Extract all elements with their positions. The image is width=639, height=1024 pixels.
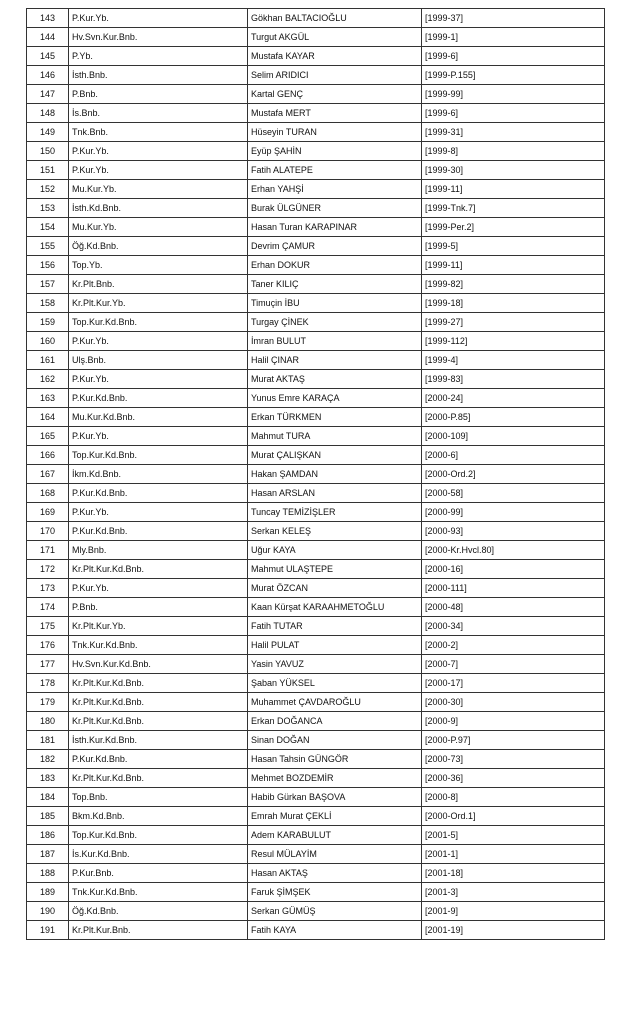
code-cell: [2001-1] [422, 845, 605, 864]
rank-cell: Top.Bnb. [69, 788, 248, 807]
code-cell: [2000-Kr.Hvcl.80] [422, 541, 605, 560]
name-cell: Erhan DOKUR [248, 256, 422, 275]
rank-cell: Top.Kur.Kd.Bnb. [69, 826, 248, 845]
table-row [27, 142, 605, 161]
table-row [27, 104, 605, 123]
table-row [27, 446, 605, 465]
personnel-table [26, 8, 605, 940]
rank-cell: Top.Kur.Kd.Bnb. [69, 313, 248, 332]
rank-cell: Mu.Kur.Yb. [69, 218, 248, 237]
row-number-cell: 145 [27, 47, 69, 66]
code-cell: [2000-P.85] [422, 408, 605, 427]
row-number-cell: 182 [27, 750, 69, 769]
code-cell: [1999-11] [422, 180, 605, 199]
code-cell: [2001-19] [422, 921, 605, 940]
rank-cell: Kr.Plt.Kur.Kd.Bnb. [69, 693, 248, 712]
rank-cell: P.Kur.Bnb. [69, 864, 248, 883]
rank-cell: P.Kur.Kd.Bnb. [69, 389, 248, 408]
name-cell: Hasan Tahsin GÜNGÖR [248, 750, 422, 769]
name-cell: Habib Gürkan BAŞOVA [248, 788, 422, 807]
code-cell: [2000-7] [422, 655, 605, 674]
code-cell: [1999-27] [422, 313, 605, 332]
row-number-cell: 185 [27, 807, 69, 826]
code-cell: [2001-5] [422, 826, 605, 845]
code-cell: [1999-31] [422, 123, 605, 142]
table-row [27, 845, 605, 864]
row-number-cell: 166 [27, 446, 69, 465]
name-cell: Hasan ARSLAN [248, 484, 422, 503]
table-row [27, 218, 605, 237]
code-cell: [2000-93] [422, 522, 605, 541]
rank-cell: Kr.Plt.Kur.Kd.Bnb. [69, 769, 248, 788]
row-number-cell: 187 [27, 845, 69, 864]
rank-cell: Öğ.Kd.Bnb. [69, 237, 248, 256]
name-cell: Devrim ÇAMUR [248, 237, 422, 256]
row-number-cell: 143 [27, 9, 69, 28]
rank-cell: Öğ.Kd.Bnb. [69, 902, 248, 921]
row-number-cell: 174 [27, 598, 69, 617]
name-cell: Hakan ŞAMDAN [248, 465, 422, 484]
code-cell: [1999-6] [422, 104, 605, 123]
name-cell: Gökhan BALTACIOĞLU [248, 9, 422, 28]
name-cell: Turgut AKGÜL [248, 28, 422, 47]
row-number-cell: 167 [27, 465, 69, 484]
row-number-cell: 186 [27, 826, 69, 845]
table-row [27, 313, 605, 332]
rank-cell: Hv.Svn.Kur.Kd.Bnb. [69, 655, 248, 674]
name-cell: Yunus Emre KARAÇA [248, 389, 422, 408]
code-cell: [1999-8] [422, 142, 605, 161]
code-cell: [1999-11] [422, 256, 605, 275]
name-cell: Faruk ŞİMŞEK [248, 883, 422, 902]
table-row [27, 769, 605, 788]
row-number-cell: 144 [27, 28, 69, 47]
code-cell: [2000-9] [422, 712, 605, 731]
rank-cell: P.Kur.Yb. [69, 332, 248, 351]
rank-cell: İsth.Kd.Bnb. [69, 199, 248, 218]
name-cell: Murat AKTAŞ [248, 370, 422, 389]
row-number-cell: 190 [27, 902, 69, 921]
code-cell: [2000-24] [422, 389, 605, 408]
row-number-cell: 191 [27, 921, 69, 940]
row-number-cell: 150 [27, 142, 69, 161]
rank-cell: Mu.Kur.Yb. [69, 180, 248, 199]
row-number-cell: 172 [27, 560, 69, 579]
table-row [27, 636, 605, 655]
table-row [27, 9, 605, 28]
table-row [27, 655, 605, 674]
rank-cell: Kr.Plt.Bnb. [69, 275, 248, 294]
row-number-cell: 171 [27, 541, 69, 560]
rank-cell: Hv.Svn.Kur.Bnb. [69, 28, 248, 47]
row-number-cell: 151 [27, 161, 69, 180]
rank-cell: İs.Kur.Kd.Bnb. [69, 845, 248, 864]
name-cell: Muhammet ÇAVDAROĞLU [248, 693, 422, 712]
table-row [27, 731, 605, 750]
row-number-cell: 175 [27, 617, 69, 636]
code-cell: [2001-9] [422, 902, 605, 921]
rank-cell: P.Kur.Yb. [69, 427, 248, 446]
rank-cell: Kr.Plt.Kur.Yb. [69, 294, 248, 313]
rank-cell: Bkm.Kd.Bnb. [69, 807, 248, 826]
table-row [27, 693, 605, 712]
row-number-cell: 159 [27, 313, 69, 332]
name-cell: Fatih KAYA [248, 921, 422, 940]
rank-cell: Tnk.Bnb. [69, 123, 248, 142]
rank-cell: P.Yb. [69, 47, 248, 66]
rank-cell: P.Bnb. [69, 85, 248, 104]
name-cell: Murat ÇALIŞKAN [248, 446, 422, 465]
table-row [27, 674, 605, 693]
rank-cell: İsth.Kur.Kd.Bnb. [69, 731, 248, 750]
name-cell: Resul MÜLAYİM [248, 845, 422, 864]
code-cell: [2001-3] [422, 883, 605, 902]
row-number-cell: 147 [27, 85, 69, 104]
table-row [27, 902, 605, 921]
name-cell: Mustafa MERT [248, 104, 422, 123]
row-number-cell: 168 [27, 484, 69, 503]
rank-cell: P.Kur.Kd.Bnb. [69, 750, 248, 769]
row-number-cell: 149 [27, 123, 69, 142]
name-cell: Hüseyin TURAN [248, 123, 422, 142]
table-row [27, 560, 605, 579]
table-row [27, 332, 605, 351]
code-cell: [2000-73] [422, 750, 605, 769]
name-cell: Erhan YAHŞİ [248, 180, 422, 199]
personnel-table-body [27, 9, 605, 940]
row-number-cell: 155 [27, 237, 69, 256]
rank-cell: Top.Yb. [69, 256, 248, 275]
table-row [27, 389, 605, 408]
rank-cell: Top.Kur.Kd.Bnb. [69, 446, 248, 465]
code-cell: [2000-6] [422, 446, 605, 465]
table-row [27, 579, 605, 598]
code-cell: [2000-16] [422, 560, 605, 579]
code-cell: [2000-111] [422, 579, 605, 598]
rank-cell: Mly.Bnb. [69, 541, 248, 560]
code-cell: [2000-36] [422, 769, 605, 788]
rank-cell: P.Kur.Yb. [69, 579, 248, 598]
personnel-list-page [26, 8, 604, 940]
code-cell: [1999-83] [422, 370, 605, 389]
name-cell: Fatih ALATEPE [248, 161, 422, 180]
code-cell: [1999-37] [422, 9, 605, 28]
table-row [27, 465, 605, 484]
name-cell: Mehmet BOZDEMİR [248, 769, 422, 788]
rank-cell: P.Kur.Yb. [69, 9, 248, 28]
code-cell: [1999-4] [422, 351, 605, 370]
code-cell: [2000-48] [422, 598, 605, 617]
table-row [27, 712, 605, 731]
code-cell: [2000-Ord.1] [422, 807, 605, 826]
rank-cell: P.Kur.Yb. [69, 370, 248, 389]
table-row [27, 275, 605, 294]
table-row [27, 598, 605, 617]
table-row [27, 47, 605, 66]
table-row [27, 256, 605, 275]
table-row [27, 85, 605, 104]
rank-cell: Kr.Plt.Kur.Kd.Bnb. [69, 712, 248, 731]
name-cell: Fatih TUTAR [248, 617, 422, 636]
code-cell: [1999-Tnk.7] [422, 199, 605, 218]
table-row [27, 161, 605, 180]
rank-cell: P.Bnb. [69, 598, 248, 617]
row-number-cell: 158 [27, 294, 69, 313]
rank-cell: Kr.Plt.Kur.Yb. [69, 617, 248, 636]
rank-cell: P.Kur.Yb. [69, 142, 248, 161]
rank-cell: İkm.Kd.Bnb. [69, 465, 248, 484]
code-cell: [1999-82] [422, 275, 605, 294]
rank-cell: İsth.Bnb. [69, 66, 248, 85]
code-cell: [2000-P.97] [422, 731, 605, 750]
rank-cell: Tnk.Kur.Kd.Bnb. [69, 883, 248, 902]
row-number-cell: 189 [27, 883, 69, 902]
row-number-cell: 180 [27, 712, 69, 731]
code-cell: [1999-P.155] [422, 66, 605, 85]
code-cell: [1999-112] [422, 332, 605, 351]
name-cell: Taner KILIÇ [248, 275, 422, 294]
row-number-cell: 179 [27, 693, 69, 712]
rank-cell: P.Kur.Kd.Bnb. [69, 484, 248, 503]
table-row [27, 427, 605, 446]
code-cell: [2000-17] [422, 674, 605, 693]
table-row [27, 503, 605, 522]
code-cell: [2000-30] [422, 693, 605, 712]
table-row [27, 788, 605, 807]
name-cell: Halil ÇINAR [248, 351, 422, 370]
table-row [27, 522, 605, 541]
code-cell: [1999-Per.2] [422, 218, 605, 237]
name-cell: Serkan KELEŞ [248, 522, 422, 541]
row-number-cell: 183 [27, 769, 69, 788]
row-number-cell: 164 [27, 408, 69, 427]
name-cell: Kartal GENÇ [248, 85, 422, 104]
name-cell: Mahmut TURA [248, 427, 422, 446]
row-number-cell: 178 [27, 674, 69, 693]
name-cell: Yasin YAVUZ [248, 655, 422, 674]
row-number-cell: 173 [27, 579, 69, 598]
code-cell: [2000-99] [422, 503, 605, 522]
name-cell: Hasan AKTAŞ [248, 864, 422, 883]
code-cell: [1999-30] [422, 161, 605, 180]
rank-cell: P.Kur.Yb. [69, 161, 248, 180]
row-number-cell: 160 [27, 332, 69, 351]
rank-cell: P.Kur.Kd.Bnb. [69, 522, 248, 541]
table-row [27, 883, 605, 902]
name-cell: İmran BULUT [248, 332, 422, 351]
row-number-cell: 162 [27, 370, 69, 389]
name-cell: Serkan GÜMÜŞ [248, 902, 422, 921]
name-cell: Timuçin İBU [248, 294, 422, 313]
table-row [27, 408, 605, 427]
row-number-cell: 188 [27, 864, 69, 883]
code-cell: [2000-34] [422, 617, 605, 636]
code-cell: [2000-Ord.2] [422, 465, 605, 484]
name-cell: Halil PULAT [248, 636, 422, 655]
code-cell: [1999-1] [422, 28, 605, 47]
table-row [27, 750, 605, 769]
row-number-cell: 177 [27, 655, 69, 674]
name-cell: Emrah Murat ÇEKLİ [248, 807, 422, 826]
rank-cell: Kr.Plt.Kur.Bnb. [69, 921, 248, 940]
table-row [27, 826, 605, 845]
code-cell: [1999-5] [422, 237, 605, 256]
table-row [27, 180, 605, 199]
rank-cell: Kr.Plt.Kur.Kd.Bnb. [69, 674, 248, 693]
row-number-cell: 181 [27, 731, 69, 750]
row-number-cell: 165 [27, 427, 69, 446]
row-number-cell: 156 [27, 256, 69, 275]
table-row [27, 66, 605, 85]
row-number-cell: 161 [27, 351, 69, 370]
rank-cell: Mu.Kur.Kd.Bnb. [69, 408, 248, 427]
name-cell: Kaan Kürşat KARAAHMETOĞLU [248, 598, 422, 617]
code-cell: [1999-18] [422, 294, 605, 313]
code-cell: [2000-109] [422, 427, 605, 446]
table-row [27, 370, 605, 389]
row-number-cell: 153 [27, 199, 69, 218]
table-row [27, 199, 605, 218]
table-row [27, 617, 605, 636]
name-cell: Tuncay TEMİZİŞLER [248, 503, 422, 522]
name-cell: Mahmut ULAŞTEPE [248, 560, 422, 579]
name-cell: Burak ÜLGÜNER [248, 199, 422, 218]
row-number-cell: 184 [27, 788, 69, 807]
name-cell: Selim ARIDICI [248, 66, 422, 85]
name-cell: Uğur KAYA [248, 541, 422, 560]
name-cell: Erkan DOĞANCA [248, 712, 422, 731]
name-cell: Turgay ÇİNEK [248, 313, 422, 332]
table-row [27, 541, 605, 560]
row-number-cell: 169 [27, 503, 69, 522]
row-number-cell: 163 [27, 389, 69, 408]
rank-cell: Ulş.Bnb. [69, 351, 248, 370]
name-cell: Şaban YÜKSEL [248, 674, 422, 693]
row-number-cell: 170 [27, 522, 69, 541]
code-cell: [2000-2] [422, 636, 605, 655]
name-cell: Hasan Turan KARAPINAR [248, 218, 422, 237]
code-cell: [2000-8] [422, 788, 605, 807]
code-cell: [1999-6] [422, 47, 605, 66]
table-row [27, 921, 605, 940]
table-row [27, 237, 605, 256]
code-cell: [2001-18] [422, 864, 605, 883]
rank-cell: Tnk.Kur.Kd.Bnb. [69, 636, 248, 655]
table-row [27, 484, 605, 503]
name-cell: Erkan TÜRKMEN [248, 408, 422, 427]
row-number-cell: 146 [27, 66, 69, 85]
row-number-cell: 157 [27, 275, 69, 294]
row-number-cell: 154 [27, 218, 69, 237]
row-number-cell: 148 [27, 104, 69, 123]
table-row [27, 807, 605, 826]
table-row [27, 123, 605, 142]
name-cell: Sinan DOĞAN [248, 731, 422, 750]
row-number-cell: 176 [27, 636, 69, 655]
name-cell: Murat ÖZCAN [248, 579, 422, 598]
table-row [27, 28, 605, 47]
table-row [27, 864, 605, 883]
table-row [27, 294, 605, 313]
rank-cell: İs.Bnb. [69, 104, 248, 123]
name-cell: Eyüp ŞAHİN [248, 142, 422, 161]
code-cell: [2000-58] [422, 484, 605, 503]
table-row [27, 351, 605, 370]
rank-cell: Kr.Plt.Kur.Kd.Bnb. [69, 560, 248, 579]
row-number-cell: 152 [27, 180, 69, 199]
rank-cell: P.Kur.Yb. [69, 503, 248, 522]
name-cell: Adem KARABULUT [248, 826, 422, 845]
name-cell: Mustafa KAYAR [248, 47, 422, 66]
code-cell: [1999-99] [422, 85, 605, 104]
